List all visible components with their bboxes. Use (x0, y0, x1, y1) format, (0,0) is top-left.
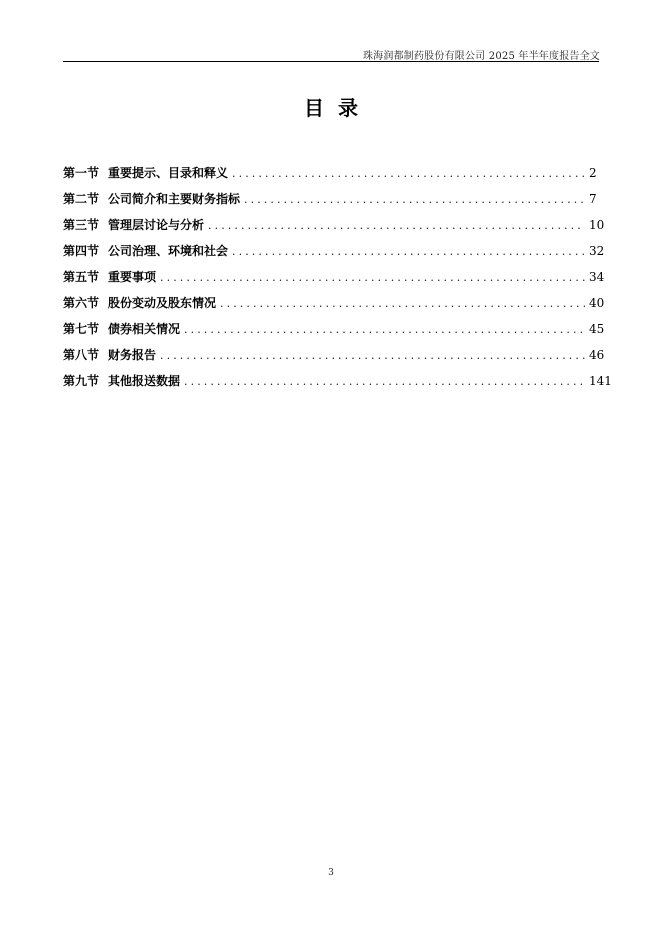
toc-page-number: 45 (589, 322, 605, 336)
toc-section-title: 重要事项 (108, 270, 157, 284)
toc-dot-leader (184, 321, 585, 339)
toc-entry-section-1[interactable] (63, 164, 609, 190)
header-divider (63, 61, 599, 62)
toc-dot-leader (220, 295, 585, 313)
toc-section-number: 第二节 (63, 192, 100, 206)
toc-entry-section-7[interactable] (63, 320, 609, 346)
toc-dot-leader (184, 373, 585, 391)
running-header-title: 珠海润都制药股份有限公司 2025 年半年度报告全文 (362, 51, 600, 62)
toc-section-number: 第六节 (63, 296, 100, 310)
toc-entry-section-2[interactable] (63, 190, 609, 216)
toc-section-title: 股份变动及股东情况 (108, 296, 217, 310)
toc-page-number: 10 (589, 218, 605, 232)
toc-section-title: 债券相关情况 (108, 322, 181, 336)
toc-dot-leader (244, 191, 585, 209)
toc-section-number: 第九节 (63, 374, 100, 388)
toc-dot-leader (160, 269, 585, 287)
toc-page-number: 2 (589, 166, 597, 180)
toc-section-title: 公司简介和主要财务指标 (108, 192, 241, 206)
toc-section-title: 财务报告 (108, 348, 157, 362)
toc-page-number: 141 (589, 374, 612, 388)
page-title: 目录 (304, 96, 372, 120)
toc-page-number: 34 (589, 270, 605, 284)
toc-dot-leader (208, 217, 585, 235)
toc-dot-leader (160, 347, 585, 365)
toc-entry-section-4[interactable] (63, 242, 609, 268)
toc-entry-section-5[interactable] (63, 268, 609, 294)
toc-dot-leader (232, 243, 585, 261)
toc-section-number: 第一节 (63, 166, 100, 180)
toc-page-number: 7 (589, 192, 597, 206)
toc-section-title: 公司治理、环境和社会 (108, 244, 229, 258)
toc-section-number: 第八节 (63, 348, 100, 362)
toc-section-number: 第五节 (63, 270, 100, 284)
toc-section-title: 重要提示、目录和释义 (108, 166, 229, 180)
toc-section-number: 第三节 (63, 218, 100, 232)
toc-dot-leader (232, 165, 585, 183)
toc-page-number: 40 (589, 296, 605, 310)
toc-section-title: 管理层讨论与分析 (108, 218, 205, 232)
page-number-footer: 3 (328, 868, 334, 878)
toc-section-title: 其他报送数据 (108, 374, 181, 388)
toc-entry-section-8[interactable] (63, 346, 609, 372)
toc-page-number: 46 (589, 348, 605, 362)
toc-entry-section-3[interactable] (63, 216, 609, 242)
toc-entry-section-9[interactable] (63, 372, 612, 398)
toc-page-number: 32 (589, 244, 605, 258)
toc-section-number: 第七节 (63, 322, 100, 336)
table-of-contents (63, 164, 612, 398)
toc-section-number: 第四节 (63, 244, 100, 258)
toc-entry-section-6[interactable] (63, 294, 609, 320)
